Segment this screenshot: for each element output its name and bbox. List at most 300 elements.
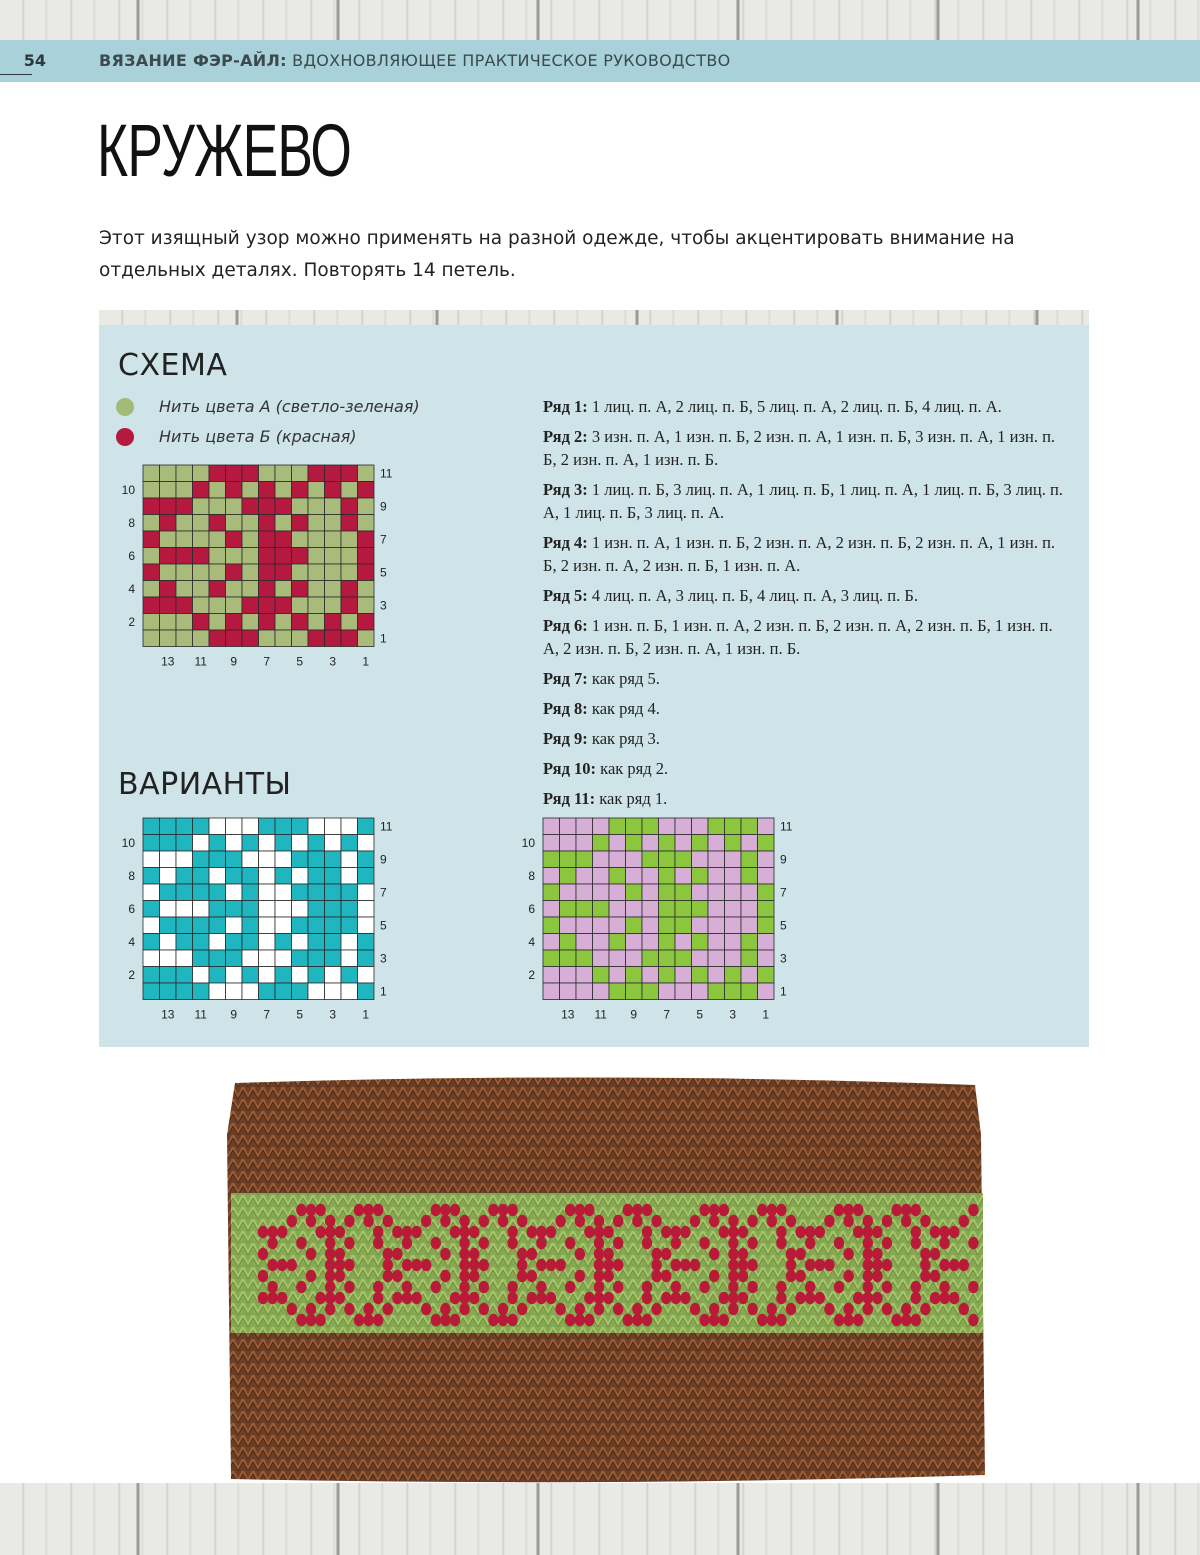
chart-cell — [242, 482, 259, 499]
red-stitch — [767, 1204, 777, 1216]
red-stitch — [834, 1237, 844, 1249]
chart-cell — [160, 630, 177, 647]
chart-cell — [659, 835, 676, 852]
red-stitch — [527, 1248, 537, 1260]
red-stitch — [267, 1237, 277, 1249]
row-text: 1 лиц. п. Б, 3 лиц. п. А, 1 лиц. п. Б, 1 лиц. п. А, 1 лиц. п. Б, 3 лиц. п. А, 1 лиц. п. Б, 3 лиц. п. А. — [543, 480, 1063, 522]
chart-tick-label: 7 — [263, 1007, 271, 1022]
chart-cell — [626, 835, 643, 852]
chart-tick-label: 9 — [380, 852, 387, 867]
chart-cell — [226, 818, 243, 835]
chart-cell — [226, 884, 243, 901]
chart-cell — [675, 934, 692, 951]
red-stitch — [450, 1314, 460, 1326]
chart-cell — [358, 465, 375, 482]
chart-cell — [358, 614, 375, 631]
red-stitch — [651, 1270, 661, 1282]
red-stitch — [709, 1270, 719, 1282]
red-stitch — [671, 1281, 681, 1293]
legend-label: Нить цвета А (светло-зеленая) — [159, 397, 420, 416]
chart-cell — [275, 515, 292, 532]
red-stitch — [853, 1314, 863, 1326]
chart-cell — [341, 548, 358, 565]
chart-tick-label: 1 — [762, 1007, 770, 1022]
red-stitch — [498, 1215, 508, 1227]
chart-cell — [226, 835, 243, 852]
red-stitch — [949, 1226, 959, 1238]
red-stitch — [709, 1314, 719, 1326]
red-stitch — [949, 1259, 959, 1271]
legend-swatch — [116, 428, 134, 446]
chart-cell — [143, 564, 160, 581]
chart-cell — [642, 851, 659, 868]
chart-cell — [642, 983, 659, 1000]
chart-cell — [259, 835, 276, 852]
red-stitch — [594, 1237, 604, 1249]
red-stitch — [267, 1226, 277, 1238]
chart-cell — [193, 597, 210, 614]
chart-cell — [160, 531, 177, 548]
chart-cell — [242, 548, 259, 565]
red-stitch — [335, 1226, 345, 1238]
red-stitch — [315, 1226, 325, 1238]
chart-cell — [143, 901, 160, 918]
row-label: Ряд 2: — [543, 427, 588, 446]
chart-cell — [242, 630, 259, 647]
chart-cell — [226, 950, 243, 967]
red-stitch — [373, 1237, 383, 1249]
red-stitch — [306, 1314, 316, 1326]
chart-cell — [176, 498, 193, 515]
row-text: 4 лиц. п. А, 3 лиц. п. Б, 4 лиц. п. А, 3 лиц. п. Б. — [587, 586, 918, 605]
chart-cell — [609, 901, 626, 918]
schema-heading: СХЕМА — [118, 348, 228, 383]
red-stitch — [738, 1270, 748, 1282]
chart-cell — [209, 465, 226, 482]
chart-cell — [626, 901, 643, 918]
red-stitch — [440, 1204, 450, 1216]
chart-cell — [325, 950, 342, 967]
red-stitch — [546, 1292, 556, 1304]
red-stitch — [431, 1204, 441, 1216]
red-stitch — [901, 1314, 911, 1326]
chart-cell — [758, 851, 775, 868]
red-stitch — [507, 1204, 517, 1216]
chart-cell — [609, 934, 626, 951]
red-stitch — [363, 1303, 373, 1315]
chart-tick-label: 7 — [380, 532, 387, 547]
chart-cell — [209, 967, 226, 984]
red-stitch — [459, 1303, 469, 1315]
red-stitch — [373, 1204, 383, 1216]
red-stitch — [421, 1259, 431, 1271]
chart-cell — [176, 818, 193, 835]
chart-cell — [143, 581, 160, 598]
chart-cell — [226, 581, 243, 598]
red-stitch — [680, 1292, 690, 1304]
chart-cell — [143, 950, 160, 967]
chart-cell — [593, 818, 610, 835]
chart-cell — [675, 950, 692, 967]
red-stitch — [344, 1237, 354, 1249]
chart-cell — [576, 917, 593, 934]
red-stitch — [575, 1303, 585, 1315]
red-stitch — [536, 1292, 546, 1304]
chart-cell — [176, 581, 193, 598]
red-stitch — [968, 1281, 978, 1293]
chart-cell — [275, 597, 292, 614]
red-stitch — [613, 1281, 623, 1293]
red-stitch — [911, 1204, 921, 1216]
red-stitch — [795, 1248, 805, 1260]
red-stitch — [469, 1270, 479, 1282]
chart-tick-label: 11 — [780, 819, 793, 834]
chart-cell — [160, 950, 177, 967]
red-stitch — [565, 1314, 575, 1326]
chart-cell — [259, 630, 276, 647]
red-stitch — [402, 1292, 412, 1304]
chart-cell — [325, 597, 342, 614]
red-stitch — [575, 1314, 585, 1326]
chart-cell — [160, 597, 177, 614]
chart-cell — [209, 498, 226, 515]
chart-cell — [593, 851, 610, 868]
red-stitch — [853, 1226, 863, 1238]
chart-cell — [308, 901, 325, 918]
chart-cell — [576, 983, 593, 1000]
red-stitch — [642, 1281, 652, 1293]
row-label: Ряд 7: — [543, 669, 588, 688]
red-stitch — [815, 1226, 825, 1238]
red-stitch — [594, 1215, 604, 1227]
red-stitch — [728, 1215, 738, 1227]
chart-cell — [609, 983, 626, 1000]
chart-cell — [209, 901, 226, 918]
chart-tick-label: 6 — [128, 901, 135, 916]
red-stitch — [776, 1204, 786, 1216]
red-stitch — [306, 1248, 316, 1260]
row-text: как ряд 2. — [596, 759, 669, 778]
chart-cell — [259, 465, 276, 482]
red-stitch — [335, 1292, 345, 1304]
red-stitch — [325, 1270, 335, 1282]
chart-cell — [659, 818, 676, 835]
red-stitch — [613, 1215, 623, 1227]
red-stitch — [450, 1204, 460, 1216]
chart-tick-label: 5 — [296, 654, 304, 669]
red-stitch — [450, 1292, 460, 1304]
red-stitch — [863, 1248, 873, 1260]
red-stitch — [258, 1226, 268, 1238]
chart-cell — [242, 868, 259, 885]
chart-cell — [143, 515, 160, 532]
red-stitch — [507, 1292, 517, 1304]
row-text: 1 лиц. п. А, 2 лиц. п. Б, 5 лиц. п. А, 2 лиц. п. Б, 4 лиц. п. А. — [587, 397, 1002, 416]
red-stitch — [479, 1259, 489, 1271]
chart-cell — [725, 868, 742, 885]
chart-cell — [193, 901, 210, 918]
chart-cell — [325, 835, 342, 852]
red-stitch — [459, 1292, 469, 1304]
red-stitch — [709, 1303, 719, 1315]
red-stitch — [258, 1248, 268, 1260]
chart-cell — [725, 967, 742, 984]
chart-cell — [576, 835, 593, 852]
wood-background-bottom — [0, 1483, 1200, 1555]
red-stitch — [920, 1248, 930, 1260]
red-stitch — [843, 1314, 853, 1326]
chart-cell — [692, 835, 709, 852]
red-stitch — [575, 1270, 585, 1282]
chart-cell — [358, 531, 375, 548]
chart-cell — [659, 901, 676, 918]
chart-cell — [160, 482, 177, 499]
chart-cell — [358, 630, 375, 647]
chart-cell — [341, 967, 358, 984]
red-stitch — [747, 1303, 757, 1315]
red-stitch — [843, 1248, 853, 1260]
chart-cell — [275, 917, 292, 934]
chart-cell — [292, 934, 309, 951]
chart-cell — [308, 614, 325, 631]
red-stitch — [565, 1281, 575, 1293]
chart-cell — [659, 950, 676, 967]
chart-cell — [292, 835, 309, 852]
red-stitch — [738, 1259, 748, 1271]
chart-cell — [708, 917, 725, 934]
chart-cell — [143, 630, 160, 647]
row-instruction — [543, 787, 1063, 810]
chart-cell — [358, 884, 375, 901]
red-stitch — [843, 1270, 853, 1282]
red-stitch — [383, 1248, 393, 1260]
chart-cell — [593, 868, 610, 885]
chart-cell — [626, 851, 643, 868]
chart-cell — [325, 548, 342, 565]
chart-cell — [659, 934, 676, 951]
chart-cell — [160, 835, 177, 852]
chart-cell — [543, 835, 560, 852]
chart-cell — [226, 967, 243, 984]
chart-cell — [226, 548, 243, 565]
chart-cell — [308, 630, 325, 647]
chart-tick-label: 11 — [380, 819, 393, 834]
chart-cell — [325, 983, 342, 1000]
red-stitch — [584, 1226, 594, 1238]
red-stitch — [795, 1270, 805, 1282]
chart-tick-label: 5 — [780, 918, 787, 933]
red-stitch — [363, 1204, 373, 1216]
red-stitch — [815, 1292, 825, 1304]
chart-cell — [358, 917, 375, 934]
chart-cell — [341, 934, 358, 951]
red-stitch — [479, 1281, 489, 1293]
chart-cell — [692, 901, 709, 918]
red-stitch — [671, 1237, 681, 1249]
chart-cell — [675, 983, 692, 1000]
red-stitch — [747, 1259, 757, 1271]
chart-cell — [209, 884, 226, 901]
chart-cell — [576, 934, 593, 951]
chart-cell — [226, 630, 243, 647]
red-stitch — [584, 1292, 594, 1304]
red-stitch — [911, 1237, 921, 1249]
chart-tick-label: 1 — [362, 654, 370, 669]
chart-cell — [741, 983, 758, 1000]
chart-cell — [642, 884, 659, 901]
red-stitch — [661, 1226, 671, 1238]
chart-cell — [292, 531, 309, 548]
red-stitch — [795, 1292, 805, 1304]
chart-cell — [292, 482, 309, 499]
chart-cell — [675, 901, 692, 918]
red-stitch — [459, 1248, 469, 1260]
chart-cell — [259, 983, 276, 1000]
chart-cell — [725, 818, 742, 835]
red-stitch — [728, 1248, 738, 1260]
chart-tick-label: 5 — [380, 565, 387, 580]
red-stitch — [267, 1281, 277, 1293]
red-stitch — [661, 1292, 671, 1304]
red-stitch — [920, 1303, 930, 1315]
chart-cell — [708, 901, 725, 918]
chart-cell — [308, 851, 325, 868]
chart-cell — [560, 967, 577, 984]
red-stitch — [709, 1248, 719, 1260]
chart-cell — [341, 983, 358, 1000]
red-stitch — [411, 1292, 421, 1304]
red-stitch — [709, 1204, 719, 1216]
chart-cell — [642, 967, 659, 984]
chart-cell — [659, 884, 676, 901]
chart-cell — [358, 950, 375, 967]
chart-cell — [259, 868, 276, 885]
red-stitch — [603, 1292, 613, 1304]
chart-cell — [209, 597, 226, 614]
chart-tick-label: 9 — [230, 654, 238, 669]
chart-cell — [176, 868, 193, 885]
red-stitch — [863, 1292, 873, 1304]
variant-chart-turquoise — [110, 818, 393, 1028]
red-stitch — [776, 1281, 786, 1293]
red-stitch — [594, 1248, 604, 1260]
chart-cell — [758, 901, 775, 918]
chart-cell — [543, 884, 560, 901]
red-stitch — [680, 1259, 690, 1271]
chart-tick-label: 1 — [380, 984, 387, 999]
chart-cell — [292, 868, 309, 885]
red-stitch — [632, 1303, 642, 1315]
chart-cell — [642, 901, 659, 918]
chart-tick-label: 13 — [561, 1007, 575, 1022]
knitted-sample-photo — [223, 1075, 993, 1485]
red-stitch — [383, 1270, 393, 1282]
chart-tick-label: 10 — [121, 482, 135, 497]
chart-cell — [741, 967, 758, 984]
chart-cell — [325, 851, 342, 868]
red-stitch — [536, 1237, 546, 1249]
red-stitch — [623, 1204, 633, 1216]
red-stitch — [325, 1226, 335, 1238]
chart-cell — [593, 983, 610, 1000]
chart-cell — [275, 851, 292, 868]
red-stitch — [776, 1314, 786, 1326]
row-instruction — [543, 667, 1063, 690]
chart-cell — [275, 818, 292, 835]
chart-cell — [275, 498, 292, 515]
red-stitch — [392, 1248, 402, 1260]
legend-swatch — [116, 398, 134, 416]
red-stitch — [738, 1226, 748, 1238]
red-stitch — [882, 1259, 892, 1271]
chart-cell — [642, 917, 659, 934]
chart-cell — [675, 818, 692, 835]
red-stitch — [373, 1314, 383, 1326]
chart-cell — [341, 465, 358, 482]
chart-cell — [758, 950, 775, 967]
chart-cell — [176, 465, 193, 482]
chart-cell — [193, 465, 210, 482]
book-title-rest: ВДОХНОВЛЯЮЩЕЕ ПРАКТИЧЕСКОЕ РУКОВОДСТВО — [286, 51, 731, 70]
row-label: Ряд 10: — [543, 759, 597, 778]
chart-cell — [341, 851, 358, 868]
chart-cell — [143, 983, 160, 1000]
chart-cell — [226, 851, 243, 868]
red-stitch — [584, 1204, 594, 1216]
chart-cell — [176, 614, 193, 631]
chart-cell — [292, 901, 309, 918]
red-stitch — [325, 1237, 335, 1249]
red-stitch — [267, 1259, 277, 1271]
chart-cell — [275, 901, 292, 918]
chart-cell — [626, 950, 643, 967]
red-stitch — [555, 1215, 565, 1227]
chart-cell — [193, 983, 210, 1000]
chart-cell — [593, 950, 610, 967]
chart-tick-label: 4 — [128, 934, 135, 949]
red-stitch — [594, 1259, 604, 1271]
red-stitch — [296, 1237, 306, 1249]
red-stitch — [498, 1303, 508, 1315]
chart-cell — [226, 465, 243, 482]
red-stitch — [776, 1292, 786, 1304]
red-stitch — [882, 1237, 892, 1249]
chart-cell — [209, 950, 226, 967]
red-stitch — [709, 1215, 719, 1227]
chart-cell — [275, 868, 292, 885]
chart-tick-label: 8 — [128, 868, 135, 883]
red-stitch — [421, 1303, 431, 1315]
red-stitch — [488, 1314, 498, 1326]
chart-cell — [242, 934, 259, 951]
chart-cell — [259, 851, 276, 868]
chart-cell — [193, 630, 210, 647]
chart-cell — [259, 818, 276, 835]
chart-cell — [275, 950, 292, 967]
red-stitch — [959, 1215, 969, 1227]
red-stitch — [767, 1314, 777, 1326]
chart-cell — [259, 515, 276, 532]
chart-cell — [725, 983, 742, 1000]
red-stitch — [728, 1270, 738, 1282]
red-stitch — [459, 1270, 469, 1282]
red-stitch — [661, 1270, 671, 1282]
chart-cell — [325, 630, 342, 647]
red-stitch — [642, 1237, 652, 1249]
chart-cell — [308, 967, 325, 984]
red-stitch — [459, 1226, 469, 1238]
chart-cell — [259, 597, 276, 614]
